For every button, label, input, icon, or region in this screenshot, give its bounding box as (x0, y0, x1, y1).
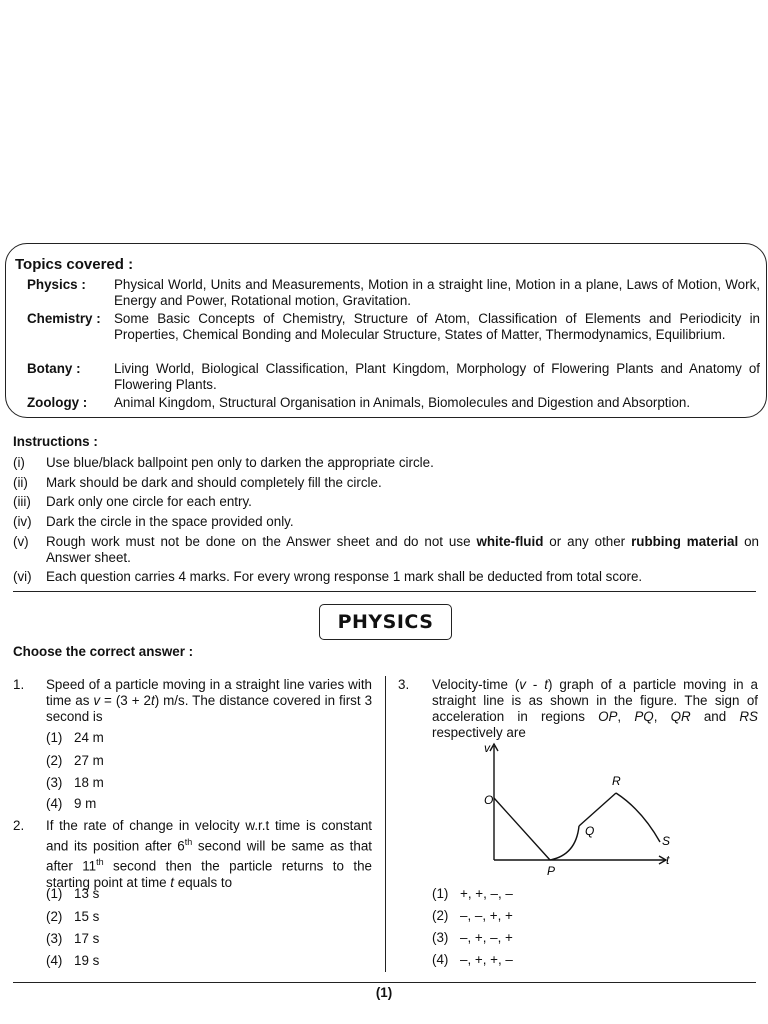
velocity-time-graph (480, 740, 680, 880)
topics-box (5, 243, 767, 418)
option[interactable]: (2) 27 m (46, 753, 104, 768)
option[interactable]: (1) +, +, –, – (432, 886, 513, 901)
question-number: 1. (13, 677, 25, 692)
section-divider (13, 591, 756, 592)
label-p: P (547, 864, 556, 878)
column-divider (385, 676, 386, 972)
instruction-text: Mark should be dark and should completely fill the circle. (46, 475, 382, 490)
subject-name: Zoology : (27, 395, 88, 410)
choose-heading: Choose the correct answer : (13, 644, 194, 659)
subject-name: Botany : (27, 361, 81, 376)
bold-white-fluid: white-fluid (476, 534, 544, 549)
label-s: S (662, 834, 671, 848)
label-t: t (666, 853, 670, 867)
question-1-text: Speed of a particle moving in a straight line varies with time as v = (3 + 2t) m/s. The distance covered in first 3 second is (46, 677, 373, 724)
instruction-num: (v) (13, 534, 29, 549)
subject-text: Animal Kingdom, Structural Organisation in Animals, Biomolecules and Digestion and Absorption. (114, 395, 691, 410)
bold-rubbing-material: rubbing material (631, 534, 739, 549)
page-number: (1) (375, 985, 393, 1000)
subject-name: Physics : (27, 277, 86, 292)
option[interactable]: (1) 24 m (46, 730, 104, 745)
option[interactable]: (4) 19 s (46, 953, 100, 968)
option[interactable]: (3) –, +, –, + (432, 930, 513, 945)
instruction-text: Rough work must not be done on the Answer sheet and do not use white-fluid or any other rubbing material on Answer sheet. (46, 534, 759, 565)
segment-qr (579, 793, 616, 826)
question-2-text: If the rate of change in velocity w.r.t time is constant and its position after 6th second will be same as that after 11th second then the particle returns to the starting point at time t equals to (46, 818, 372, 890)
instruction-num: (iii) (13, 494, 31, 509)
option[interactable]: (3) 18 m (46, 775, 104, 790)
instruction-text: Each question carries 4 marks. For every wrong response 1 mark shall be deducted from total score. (46, 569, 643, 584)
instruction-num: (vi) (13, 569, 32, 584)
label-v: v (484, 741, 490, 755)
option[interactable]: (4) –, +, +, – (432, 952, 513, 967)
footer-divider (13, 982, 756, 983)
option[interactable]: (4) 9 m (46, 796, 97, 811)
instruction-num: (i) (13, 455, 25, 470)
instruction-text: Use blue/black ballpoint pen only to darken the appropriate circle. (46, 455, 434, 470)
instruction-text: Dark the circle in the space provided only. (46, 514, 294, 529)
question-number: 3. (398, 677, 410, 692)
instruction-text: Dark only one circle for each entry. (46, 494, 252, 509)
label-r: R (612, 774, 621, 788)
option[interactable]: (3) 17 s (46, 931, 100, 946)
question-3-text: Velocity-time (v - t) graph of a particle moving in a straight line is as shown in the figure. The sign of acceleration in regions OP, PQ, QR and RS respectively are (432, 677, 758, 740)
instructions-title: Instructions : (13, 434, 98, 449)
topics-title: Topics covered : (15, 256, 134, 273)
segment-op (494, 798, 550, 860)
subject-text: Physical World, Units and Measurements, Motion in a straight line, Motion in a plane, Laws of Motion, Work, Energy and Power, Rotational motion, Gravitation. (114, 277, 760, 309)
option[interactable]: (2) 15 s (46, 909, 100, 924)
subject-text: Living World, Biological Classification, Plant Kingdom, Morphology of Flowering Plants and Anatomy of Flowering Plants. (114, 361, 760, 393)
question-number: 2. (13, 818, 25, 833)
instruction-num: (ii) (13, 475, 28, 490)
label-q: Q (585, 824, 595, 838)
option[interactable]: (2) –, –, +, + (432, 908, 513, 923)
segment-rs (616, 793, 660, 842)
label-o: O (484, 793, 494, 807)
option[interactable]: (1) 13 s (46, 886, 100, 901)
subject-text: Some Basic Concepts of Chemistry, Structure of Atom, Classification of Elements and Periodicity in Properties, Chemical Bonding and Molecular Structure, States of Matter, Thermodynamics, Equilibrium. (114, 311, 760, 343)
segment-pq (550, 826, 579, 860)
instruction-num: (iv) (13, 514, 32, 529)
physics-section-badge: PHYSICS (319, 604, 452, 640)
subject-name: Chemistry : (27, 311, 101, 326)
